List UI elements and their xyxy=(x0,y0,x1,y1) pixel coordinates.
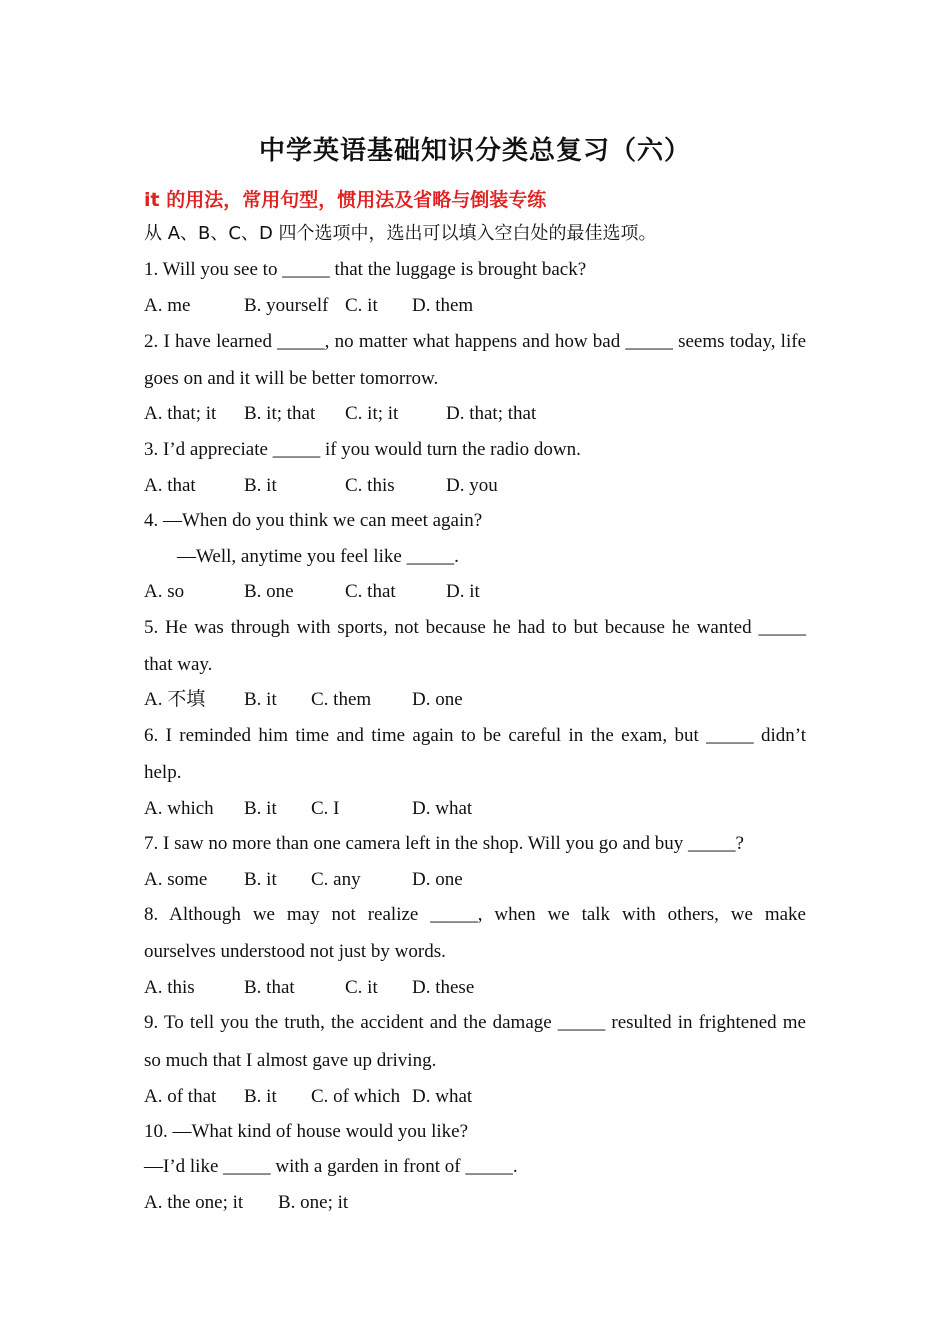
option-d: D. one xyxy=(412,689,463,710)
option-b: B. it; that xyxy=(244,403,316,424)
option-c: C. this xyxy=(345,475,395,496)
option-b: B. it xyxy=(244,869,277,890)
option-d: D. you xyxy=(446,475,498,496)
question-1-text: 1. Will you see to _____ that the luggage is brought back? xyxy=(144,259,587,280)
page-title: 中学英语基础知识分类总复习（六） xyxy=(258,136,691,166)
option-b: B. it xyxy=(244,475,277,496)
option-a: A. 不填 xyxy=(144,689,206,710)
question-7-text: 7. I saw no more than one camera left in the shop. Will you go and buy _____? xyxy=(144,833,744,854)
question-5-text: 5. He was through with sports, not because he had to but because he wanted _____ xyxy=(144,617,806,638)
option-a: A. which xyxy=(144,798,214,819)
option-a: A. me xyxy=(144,295,191,316)
option-d: D. them xyxy=(412,295,474,316)
option-d: D. what xyxy=(412,1086,473,1107)
option-a: A. so xyxy=(144,581,185,602)
option-d: D. these xyxy=(412,977,475,998)
question-9-text-cont: so much that I almost gave up driving. xyxy=(144,1050,437,1071)
option-d: D. it xyxy=(446,581,480,602)
option-c: C. of which xyxy=(311,1086,401,1107)
option-c: C. that xyxy=(345,581,396,602)
option-b: B. that xyxy=(244,977,295,998)
section-subtitle: it 的用法，常用句型，惯用法及省略与倒装专练 xyxy=(144,189,547,211)
option-c: C. I xyxy=(311,798,340,819)
question-8-text-cont: ourselves understood not just by words. xyxy=(144,941,446,962)
question-6-text: 6. I reminded him time and time again to be careful in the exam, but _____ didn’t xyxy=(144,725,806,746)
question-5-text-cont: that way. xyxy=(144,654,213,675)
question-6-text-cont: help. xyxy=(144,762,182,783)
option-b: B. it xyxy=(244,798,277,819)
option-c: C. any xyxy=(311,869,361,890)
option-a: A. that; it xyxy=(144,403,217,424)
option-c: C. them xyxy=(311,689,372,710)
option-a: A. that xyxy=(144,475,196,496)
option-d: D. that; that xyxy=(446,403,537,424)
question-9-text: 9. To tell you the truth, the accident and the damage _____ resulted in frightened me xyxy=(144,1012,806,1033)
option-b: B. yourself xyxy=(244,295,329,316)
question-3-text: 3. I’d appreciate _____ if you would turn the radio down. xyxy=(144,439,581,460)
option-b: B. it xyxy=(244,1086,277,1107)
question-10-text-cont: —I’d like _____ with a garden in front of _____. xyxy=(144,1156,518,1177)
option-a: A. some xyxy=(144,869,208,890)
option-b: B. it xyxy=(244,689,277,710)
option-d: D. what xyxy=(412,798,473,819)
question-10-text: 10. —What kind of house would you like? xyxy=(144,1121,469,1142)
option-a: A. of that xyxy=(144,1086,217,1107)
option-d: D. one xyxy=(412,869,463,890)
question-4-text-cont: —Well, anytime you feel like _____. xyxy=(177,546,459,567)
option-c: C. it xyxy=(345,295,378,316)
option-a: A. this xyxy=(144,977,195,998)
option-c: C. it; it xyxy=(345,403,399,424)
question-2-text-cont: goes on and it will be better tomorrow. xyxy=(144,368,439,389)
question-2-text: 2. I have learned _____, no matter what happens and how bad _____ seems today, life xyxy=(144,331,806,352)
option-a: A. the one; it xyxy=(144,1192,244,1213)
instruction-text: 从 A、B、C、D 四个选项中，选出可以填入空白处的最佳选项。 xyxy=(144,223,657,244)
option-c: C. it xyxy=(345,977,378,998)
option-b: B. one xyxy=(244,581,294,602)
question-8-text: 8. Although we may not realize _____, when we talk with others, we make xyxy=(144,904,806,925)
question-4-text: 4. —When do you think we can meet again? xyxy=(144,510,483,531)
option-b: B. one; it xyxy=(278,1192,349,1213)
